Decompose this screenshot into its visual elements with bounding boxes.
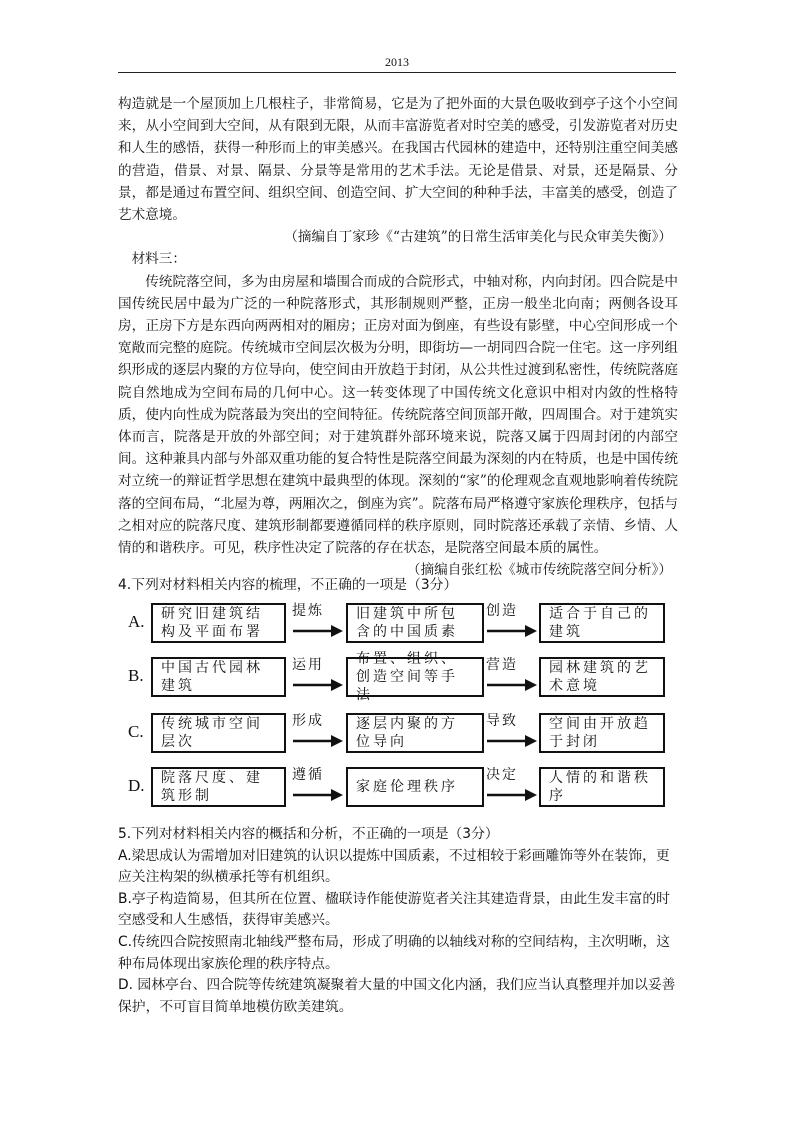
flow-box-3: 适合于自己的建筑 <box>539 603 665 643</box>
question-5-stem: 5.下列对材料相关内容的概括和分析，不正确的一项是（3分） <box>118 826 499 842</box>
option-a[interactable]: A.梁思成认为需增加对旧建筑的认识以提炼中国质素，不过相较于彩画雕饰等外在装饰，更应关注构架的纵横承托等有机组织。 <box>118 847 670 886</box>
flow-verb-2: 决定 <box>486 767 518 783</box>
flow-verb-1: 运用 <box>292 657 324 673</box>
source-citation-2: （摘编自张红松《城市传统院落空间分析》） <box>406 562 672 579</box>
option-letter: A. <box>128 612 145 631</box>
option-row-d[interactable] <box>118 764 678 810</box>
right-arrow-icon <box>485 788 537 802</box>
passage-paragraph-1: 构造就是一个屋顶加上几根柱子，非常简易，它是为了把外面的大景色吸收到亭子这个小空间来，从小空间到大空间，从有限到无限，从而丰富游览者对时空美的感受，引发游览者对历史和人生的感悟，获得一种形而上的审美感兴。在我国古代园林的建造中，还特别注重空间美感的营造，借景、对景、隔景、分景等是常用的艺术手法。无论是借景、对景，还是隔景、分景，都是通过布置空间、组织空间、创造空间、扩大空间的种种手法，丰富美的感受，创造了艺术意境。 <box>118 96 678 224</box>
question-4-text: 4.下列对材料相关内容的梳理，不正确的一项是（3分） <box>118 577 458 593</box>
right-arrow-icon <box>485 678 537 692</box>
flow-box-1: 中国古代园林建筑 <box>151 657 286 697</box>
flow-verb-1: 遵循 <box>292 767 324 783</box>
question-4-diagram <box>118 600 678 818</box>
right-arrow-icon <box>291 734 343 748</box>
flow-verb-1: 形成 <box>292 713 324 729</box>
flow-box-3: 园林建筑的艺术意境 <box>539 657 665 697</box>
right-arrow-icon <box>291 788 343 802</box>
right-arrow-icon <box>291 624 343 638</box>
flow-box-2: 逐层内聚的方位导向 <box>346 713 484 753</box>
page-header: 2013 <box>385 55 409 69</box>
flow-box-2: 家庭伦理秩序 <box>346 767 484 807</box>
option-letter: D. <box>128 776 145 795</box>
right-arrow-icon <box>485 624 537 638</box>
material-3-label: 材料三： <box>131 251 186 268</box>
flow-box-2: 布置、组织、创造空间等手法 <box>346 657 484 697</box>
question-4-stem <box>118 575 680 597</box>
flow-box-1: 院落尺度、建筑形制 <box>151 767 286 807</box>
right-arrow-icon <box>291 678 343 692</box>
flow-verb-2: 营造 <box>486 657 518 673</box>
passage-paragraph-2: 传统院落空间，多为由房屋和墙围合而成的合院形式，中轴对称，内向封闭。四合院是中国传统民居中最为广泛的一种院落形式，其形制规则严整，正房一般坐北向南；两侧各设耳房，正房下方是东西向两两相对的厢房；正房对面为倒座，有些设有影壁，中心空间形成一个宽敞而完整的庭院。传统城市空间层次极为分明，即街坊—一胡同四合院一住宅。这一序列组织形成的逐层内聚的方位导向，使空间由开放趋于封闭，从公共性过渡到私密性，传统院落庭院自然地成为空间布局的几何中心。这一转变体现了中国传统文化意识中相对内敛的性格特质，使内向性成为院落最为突出的空间特征。传统院落空间顶部开敞，四周围合。对于建筑实体而言，院落是开放的外部空间；对于建筑群外部环境来说，院落又属于四周封闭的内部空间。这种兼具内部与外部双重功能的复合特性是院落空间最为深刻的内在特质，也是中国传统对立统一的辩证哲学思想在建筑中最典型的体现。深刻的“家”的伦理观念直观地影响着传统院落的空间布局，“北屋为尊，两厢次之，倒座为宾”。院落布局严格遵守家族伦理秩序，包括与之相对应的院落尺度、建筑形制都要遵循同样的秩序原则，同时院落还承载了亲情、乡情、人情的和谐秩序。可见，秩序性决定了院落的存在状态，是院落空间最本质的属性。 <box>118 273 678 557</box>
option-row-a[interactable] <box>118 600 678 646</box>
flow-verb-2: 导致 <box>486 713 518 729</box>
flow-box-1: 传统城市空间层次 <box>151 713 286 753</box>
header-rule <box>118 72 676 73</box>
option-d[interactable]: D. 园林亭台、四合院等传统建筑凝聚着大量的中国文化内涵，我们应当认真整理并加以妥善保护，不可盲目简单地模仿欧美建筑。 <box>118 977 676 1015</box>
flow-box-3: 人情的和谐秩序 <box>539 767 665 807</box>
flow-verb-2: 创造 <box>486 603 518 619</box>
flow-box-2: 旧建筑中所包含的中国质素 <box>346 603 484 643</box>
option-row-b[interactable] <box>118 651 678 703</box>
option-c[interactable]: C.传统四合院按照南北轴线严整布局，形成了明确的以轴线对称的空间结构，主次明晰，这种布局体现出家族伦理的秩序特点。 <box>118 933 671 972</box>
question-5 <box>118 824 680 1018</box>
option-letter: C. <box>128 722 144 741</box>
option-b[interactable]: B.亭子构造简易，但其所在位置、楹联诗作能使游览者关注其建造背景，由此生发丰富的时空感受和人生感悟，获得审美感兴。 <box>118 890 670 929</box>
flow-box-1: 研究旧建筑结构及平面布署 <box>151 603 286 643</box>
source-citation-1: （摘编自丁家珍《“古建筑”的日常生活审美化与民众审美失衡》） <box>284 229 672 246</box>
passage-continuation <box>118 93 678 581</box>
right-arrow-icon <box>485 734 537 748</box>
flow-verb-1: 提炼 <box>292 603 324 619</box>
option-letter: B. <box>128 666 144 685</box>
flow-box-3: 空间由开放趋于封闭 <box>539 713 665 753</box>
option-row-c[interactable] <box>118 710 678 756</box>
